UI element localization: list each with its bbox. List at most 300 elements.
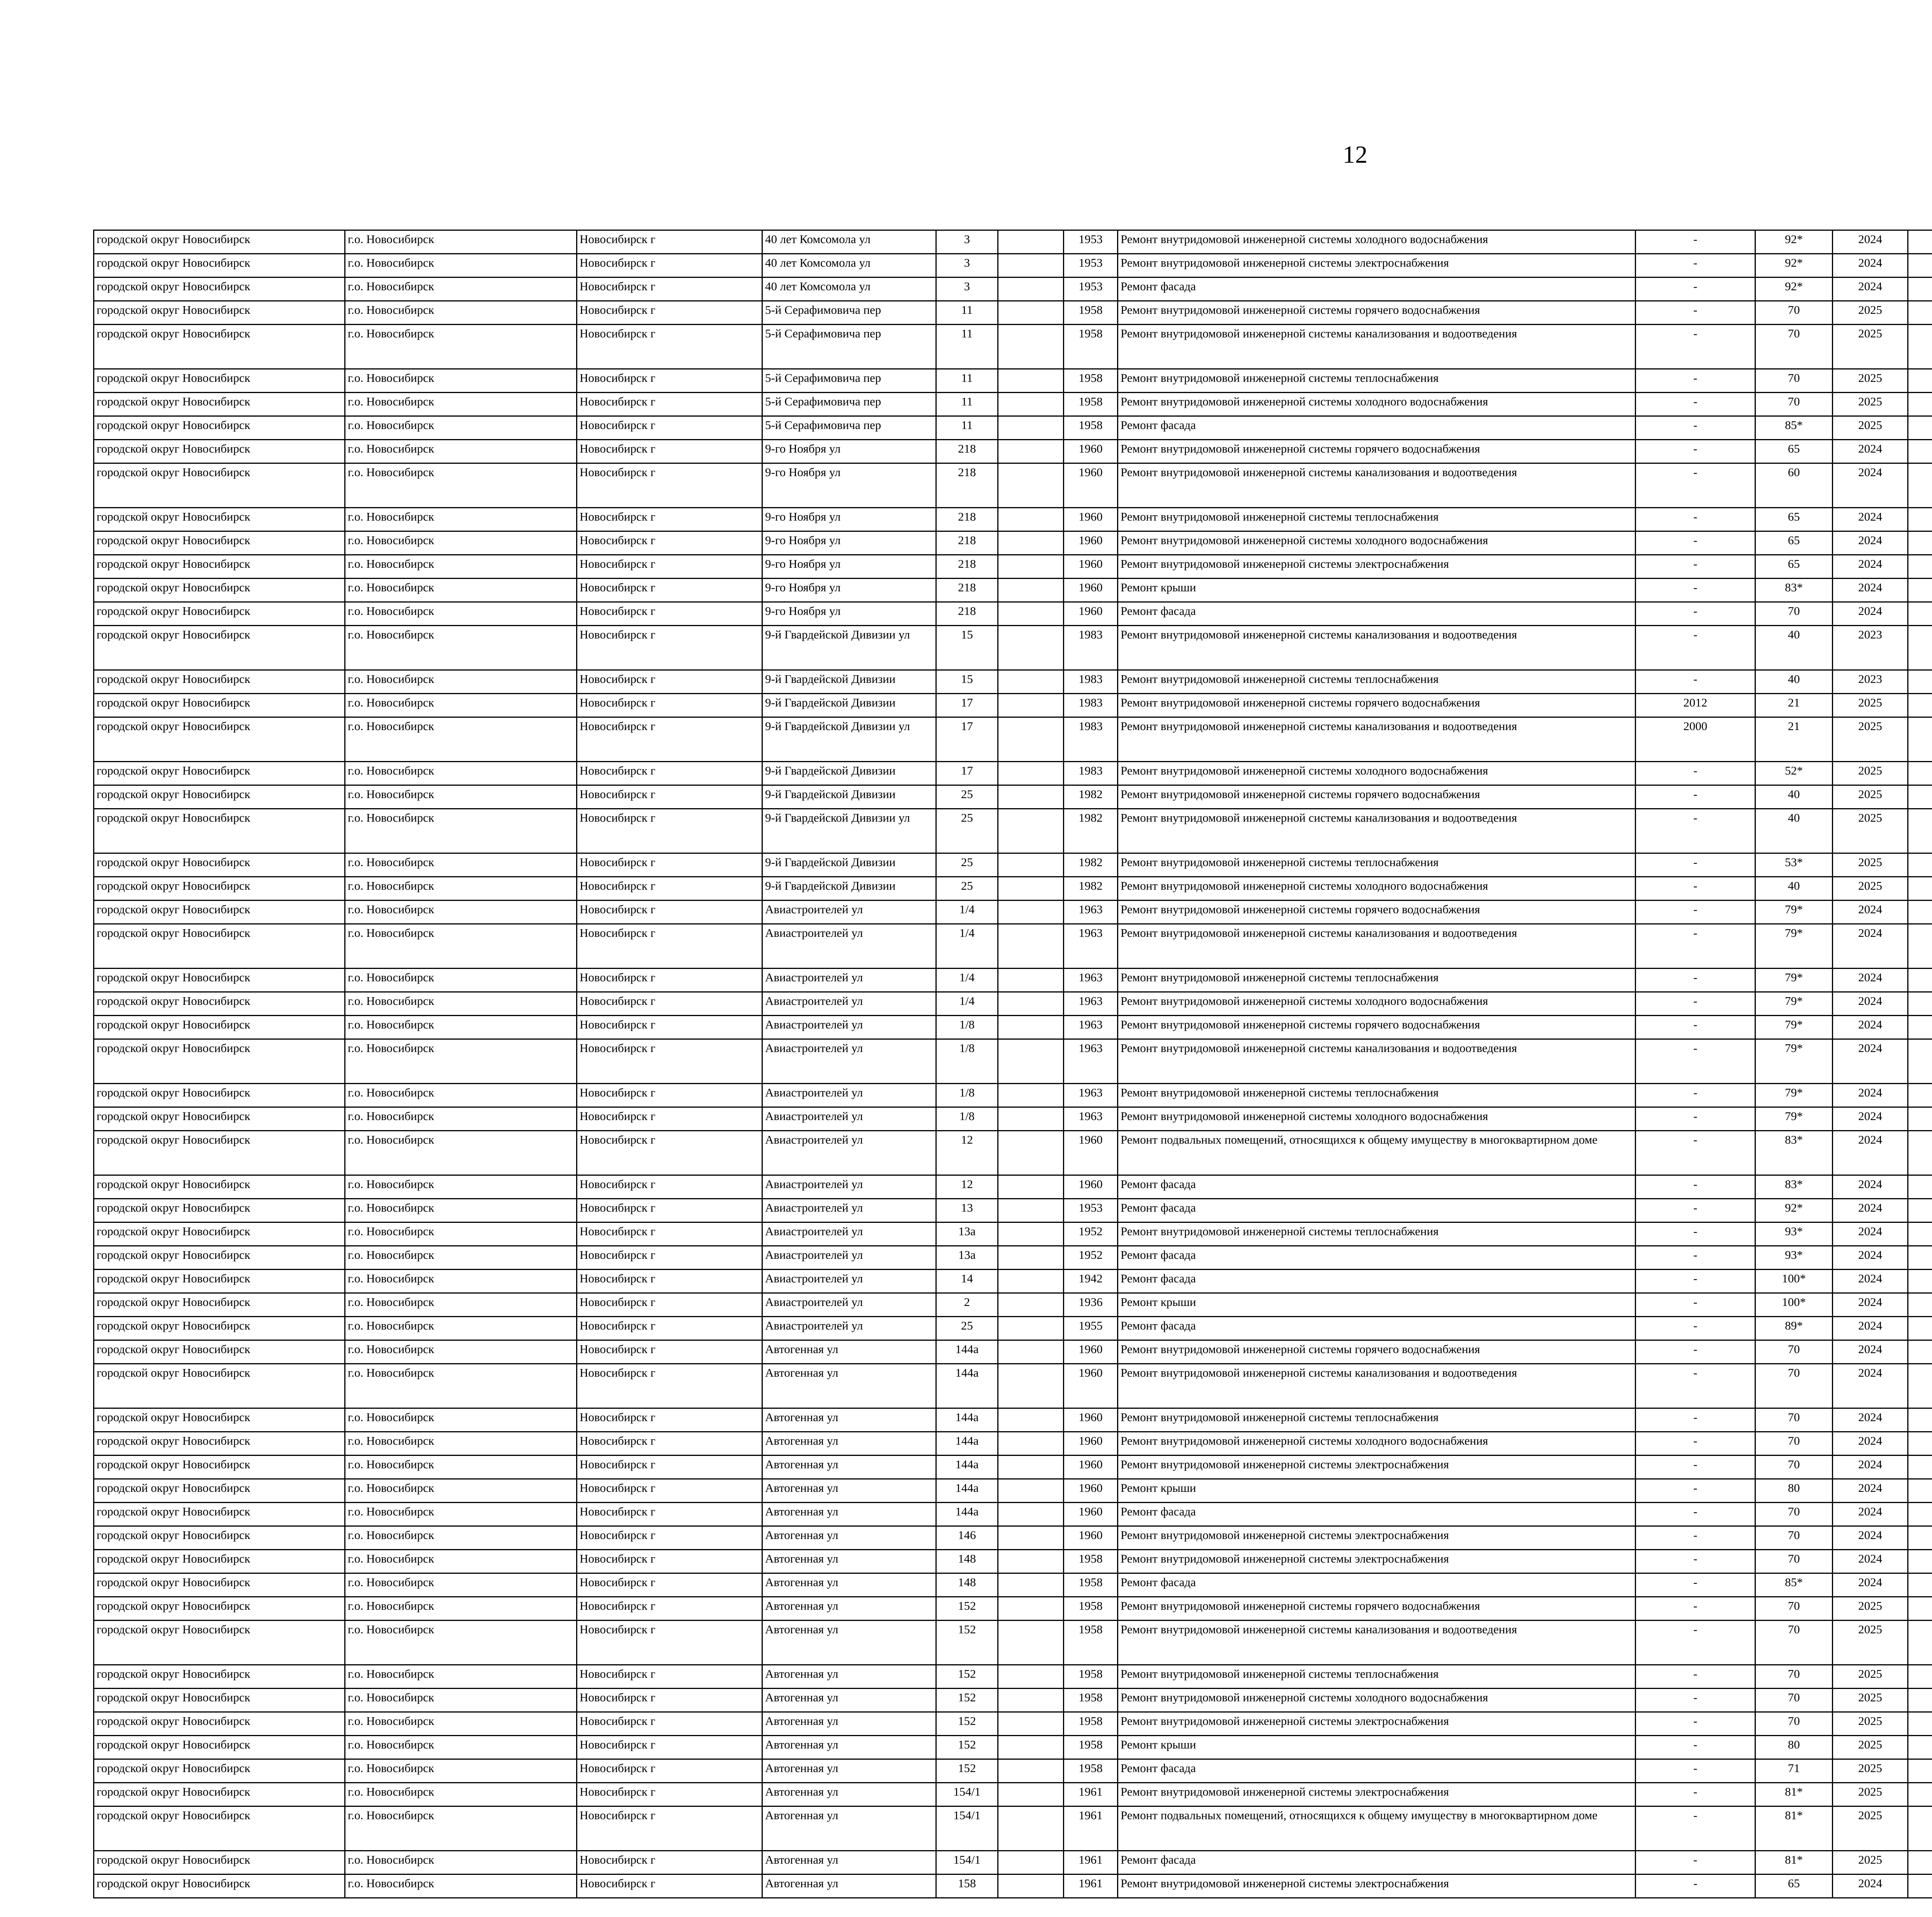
last-repair-year-cell: - (1636, 1222, 1755, 1246)
table-row (94, 301, 1932, 325)
municipality-cell: городской округ Новосибирск (94, 1432, 345, 1456)
plan-start-year-cell: 2024 (1833, 440, 1908, 463)
construction-year-cell: 1955 (1064, 1317, 1118, 1340)
construction-year-cell: 1958 (1064, 1689, 1118, 1712)
construction-year-cell: 1961 (1064, 1874, 1118, 1898)
district-cell: г.о. Новосибирск (345, 1246, 577, 1270)
locality-cell: Новосибирск г (577, 969, 762, 992)
locality-cell: Новосибирск г (577, 463, 762, 508)
house-number-cell: 11 (936, 416, 998, 440)
house-number-cell: 12 (936, 1175, 998, 1199)
work-type-cell: Ремонт внутридомовой инженерной системы электроснабжения (1118, 254, 1636, 278)
street-cell: Авиастроителей ул (762, 1107, 936, 1131)
table-row (94, 555, 1932, 579)
plan-start-year-cell: 2025 (1833, 1689, 1908, 1712)
work-type-cell: Ремонт фасада (1118, 1759, 1636, 1783)
plan-start-year-cell: 2024 (1833, 254, 1908, 278)
construction-year-cell: 1963 (1064, 1016, 1118, 1039)
plan-start-year-cell: 2025 (1833, 785, 1908, 809)
wear-percent-cell: 83* (1755, 1175, 1833, 1199)
construction-year-cell: 1958 (1064, 1597, 1118, 1621)
table-row (94, 602, 1932, 626)
locality-cell: Новосибирск г (577, 901, 762, 924)
work-type-cell: Ремонт внутридомовой инженерной системы электроснабжения (1118, 1874, 1636, 1898)
building-letter-cell (998, 1736, 1064, 1759)
table-row (94, 853, 1932, 877)
plan-start-year-cell: 2024 (1833, 1526, 1908, 1550)
district-cell: г.о. Новосибирск (345, 626, 577, 670)
last-repair-year-cell: - (1636, 924, 1755, 969)
house-number-cell: 13а (936, 1222, 998, 1246)
plan-start-year-cell: 2024 (1833, 992, 1908, 1016)
work-type-cell: Ремонт крыши (1118, 1479, 1636, 1503)
plan-end-year-cell (1908, 853, 1932, 877)
table-row (94, 1199, 1932, 1222)
house-number-cell: 144а (936, 1408, 998, 1432)
construction-year-cell: 1958 (1064, 1573, 1118, 1597)
plan-end-year-cell (1908, 626, 1932, 670)
wear-percent-cell: 21 (1755, 717, 1833, 762)
street-cell: 9-го Ноября ул (762, 463, 936, 508)
plan-end-year-cell (1908, 1621, 1932, 1665)
last-repair-year-cell: - (1636, 508, 1755, 531)
plan-end-year-cell (1908, 1573, 1932, 1597)
locality-cell: Новосибирск г (577, 1597, 762, 1621)
house-number-cell: 152 (936, 1712, 998, 1736)
wear-percent-cell: 40 (1755, 809, 1833, 853)
street-cell: 40 лет Комсомола ул (762, 230, 936, 254)
table-row (94, 924, 1932, 969)
plan-end-year-cell (1908, 1246, 1932, 1270)
last-repair-year-cell: - (1636, 301, 1755, 325)
street-cell: Автогенная ул (762, 1340, 936, 1364)
table-row (94, 1689, 1932, 1712)
work-type-cell: Ремонт внутридомовой инженерной системы горячего водоснабжения (1118, 1597, 1636, 1621)
work-type-cell: Ремонт внутридомовой инженерной системы холодного водоснабжения (1118, 393, 1636, 416)
work-type-cell: Ремонт внутридомовой инженерной системы холодного водоснабжения (1118, 1107, 1636, 1131)
house-number-cell: 154/1 (936, 1851, 998, 1874)
work-type-cell: Ремонт внутридомовой инженерной системы канализования и водоотведения (1118, 809, 1636, 853)
street-cell: Авиастроителей ул (762, 1175, 936, 1199)
construction-year-cell: 1963 (1064, 901, 1118, 924)
street-cell: Автогенная ул (762, 1851, 936, 1874)
table-row (94, 1131, 1932, 1175)
last-repair-year-cell: - (1636, 1503, 1755, 1526)
locality-cell: Новосибирск г (577, 508, 762, 531)
last-repair-year-cell: - (1636, 762, 1755, 785)
table-row (94, 440, 1932, 463)
wear-percent-cell: 70 (1755, 1621, 1833, 1665)
table-row (94, 1084, 1932, 1107)
last-repair-year-cell: - (1636, 1550, 1755, 1573)
municipality-cell: городской округ Новосибирск (94, 1874, 345, 1898)
house-number-cell: 1/4 (936, 924, 998, 969)
plan-start-year-cell: 2024 (1833, 508, 1908, 531)
street-cell: Авиастроителей ул (762, 1016, 936, 1039)
plan-end-year-cell (1908, 463, 1932, 508)
wear-percent-cell: 70 (1755, 325, 1833, 369)
plan-end-year-cell (1908, 1408, 1932, 1432)
construction-year-cell: 1958 (1064, 416, 1118, 440)
plan-end-year-cell (1908, 1503, 1932, 1526)
municipality-cell: городской округ Новосибирск (94, 1665, 345, 1689)
plan-end-year-cell (1908, 579, 1932, 602)
street-cell: 9-й Гвардейской Дивизии (762, 670, 936, 694)
wear-percent-cell: 40 (1755, 670, 1833, 694)
building-letter-cell (998, 1712, 1064, 1736)
construction-year-cell: 1960 (1064, 1479, 1118, 1503)
work-type-cell: Ремонт внутридомовой инженерной системы холодного водоснабжения (1118, 1689, 1636, 1712)
table-row (94, 1526, 1932, 1550)
locality-cell: Новосибирск г (577, 579, 762, 602)
table-row (94, 1665, 1932, 1689)
building-letter-cell (998, 555, 1064, 579)
street-cell: 9-го Ноября ул (762, 531, 936, 555)
wear-percent-cell: 70 (1755, 1550, 1833, 1573)
plan-end-year-cell (1908, 877, 1932, 901)
district-cell: г.о. Новосибирск (345, 1364, 577, 1408)
locality-cell: Новосибирск г (577, 1526, 762, 1550)
plan-end-year-cell (1908, 1665, 1932, 1689)
plan-end-year-cell (1908, 969, 1932, 992)
plan-start-year-cell: 2024 (1833, 1573, 1908, 1597)
locality-cell: Новосибирск г (577, 1550, 762, 1573)
wear-percent-cell: 52* (1755, 762, 1833, 785)
house-number-cell: 144а (936, 1503, 998, 1526)
street-cell: Автогенная ул (762, 1712, 936, 1736)
district-cell: г.о. Новосибирск (345, 992, 577, 1016)
work-type-cell: Ремонт фасада (1118, 1175, 1636, 1199)
municipality-cell: городской округ Новосибирск (94, 626, 345, 670)
wear-percent-cell: 79* (1755, 1016, 1833, 1039)
municipality-cell: городской округ Новосибирск (94, 393, 345, 416)
work-type-cell: Ремонт фасада (1118, 1270, 1636, 1293)
wear-percent-cell: 65 (1755, 555, 1833, 579)
locality-cell: Новосибирск г (577, 230, 762, 254)
district-cell: г.о. Новосибирск (345, 555, 577, 579)
district-cell: г.о. Новосибирск (345, 1806, 577, 1851)
last-repair-year-cell: - (1636, 463, 1755, 508)
street-cell: Авиастроителей ул (762, 924, 936, 969)
building-letter-cell (998, 901, 1064, 924)
house-number-cell: 3 (936, 230, 998, 254)
street-cell: Автогенная ул (762, 1806, 936, 1851)
municipality-cell: городской округ Новосибирск (94, 1175, 345, 1199)
building-letter-cell (998, 1456, 1064, 1479)
street-cell: Автогенная ул (762, 1759, 936, 1783)
last-repair-year-cell: - (1636, 1759, 1755, 1783)
work-type-cell: Ремонт фасада (1118, 1199, 1636, 1222)
building-letter-cell (998, 1851, 1064, 1874)
building-letter-cell (998, 924, 1064, 969)
work-type-cell: Ремонт внутридомовой инженерной системы канализования и водоотведения (1118, 626, 1636, 670)
plan-end-year-cell (1908, 1039, 1932, 1084)
last-repair-year-cell: 2012 (1636, 694, 1755, 717)
construction-year-cell: 1958 (1064, 1759, 1118, 1783)
locality-cell: Новосибирск г (577, 924, 762, 969)
last-repair-year-cell: - (1636, 254, 1755, 278)
construction-year-cell: 1960 (1064, 440, 1118, 463)
house-number-cell: 1/8 (936, 1016, 998, 1039)
plan-end-year-cell (1908, 602, 1932, 626)
building-letter-cell (998, 254, 1064, 278)
district-cell: г.о. Новосибирск (345, 762, 577, 785)
municipality-cell: городской округ Новосибирск (94, 1107, 345, 1131)
municipality-cell: городской округ Новосибирск (94, 1597, 345, 1621)
work-type-cell: Ремонт внутридомовой инженерной системы теплоснабжения (1118, 1222, 1636, 1246)
last-repair-year-cell: - (1636, 1736, 1755, 1759)
table-row (94, 762, 1932, 785)
wear-percent-cell: 81* (1755, 1806, 1833, 1851)
wear-percent-cell: 80 (1755, 1736, 1833, 1759)
municipality-cell: городской округ Новосибирск (94, 1246, 345, 1270)
district-cell: г.о. Новосибирск (345, 463, 577, 508)
building-letter-cell (998, 1317, 1064, 1340)
work-type-cell: Ремонт внутридомовой инженерной системы холодного водоснабжения (1118, 762, 1636, 785)
locality-cell: Новосибирск г (577, 278, 762, 301)
construction-year-cell: 1936 (1064, 1293, 1118, 1317)
building-letter-cell (998, 1573, 1064, 1597)
plan-start-year-cell: 2024 (1833, 1479, 1908, 1503)
house-number-cell: 2 (936, 1293, 998, 1317)
locality-cell: Новосибирск г (577, 1340, 762, 1364)
district-cell: г.о. Новосибирск (345, 717, 577, 762)
construction-year-cell: 1982 (1064, 853, 1118, 877)
district-cell: г.о. Новосибирск (345, 901, 577, 924)
work-type-cell: Ремонт внутридомовой инженерной системы электроснабжения (1118, 1456, 1636, 1479)
municipality-cell: городской округ Новосибирск (94, 555, 345, 579)
street-cell: 9-й Гвардейской Дивизии (762, 694, 936, 717)
work-type-cell: Ремонт внутридомовой инженерной системы горячего водоснабжения (1118, 785, 1636, 809)
construction-year-cell: 1960 (1064, 508, 1118, 531)
wear-percent-cell: 93* (1755, 1246, 1833, 1270)
street-cell: 9-й Гвардейской Дивизии (762, 785, 936, 809)
work-type-cell: Ремонт внутридомовой инженерной системы канализования и водоотведения (1118, 717, 1636, 762)
work-type-cell: Ремонт крыши (1118, 1293, 1636, 1317)
district-cell: г.о. Новосибирск (345, 1039, 577, 1084)
district-cell: г.о. Новосибирск (345, 1432, 577, 1456)
table-row (94, 508, 1932, 531)
plan-start-year-cell: 2024 (1833, 1131, 1908, 1175)
last-repair-year-cell: - (1636, 1293, 1755, 1317)
house-number-cell: 152 (936, 1597, 998, 1621)
plan-start-year-cell: 2024 (1833, 1503, 1908, 1526)
municipality-cell: городской округ Новосибирск (94, 1689, 345, 1712)
last-repair-year-cell: - (1636, 1199, 1755, 1222)
plan-start-year-cell: 2023 (1833, 670, 1908, 694)
plan-start-year-cell: 2025 (1833, 416, 1908, 440)
table-row (94, 254, 1932, 278)
municipality-cell: городской округ Новосибирск (94, 1526, 345, 1550)
building-letter-cell (998, 1408, 1064, 1432)
work-type-cell: Ремонт фасада (1118, 1317, 1636, 1340)
district-cell: г.о. Новосибирск (345, 1621, 577, 1665)
last-repair-year-cell: - (1636, 1851, 1755, 1874)
wear-percent-cell: 70 (1755, 1712, 1833, 1736)
plan-start-year-cell: 2025 (1833, 717, 1908, 762)
district-cell: г.о. Новосибирск (345, 1712, 577, 1736)
building-letter-cell (998, 877, 1064, 901)
wear-percent-cell: 70 (1755, 1526, 1833, 1550)
locality-cell: Новосибирск г (577, 785, 762, 809)
table-row (94, 369, 1932, 393)
street-cell: 5-й Серафимовича пер (762, 301, 936, 325)
last-repair-year-cell: - (1636, 1479, 1755, 1503)
table-row (94, 1712, 1932, 1736)
locality-cell: Новосибирск г (577, 626, 762, 670)
district-cell: г.о. Новосибирск (345, 393, 577, 416)
wear-percent-cell: 83* (1755, 579, 1833, 602)
street-cell: Автогенная ул (762, 1736, 936, 1759)
district-cell: г.о. Новосибирск (345, 1456, 577, 1479)
plan-end-year-cell (1908, 762, 1932, 785)
plan-start-year-cell: 2025 (1833, 1597, 1908, 1621)
house-number-cell: 11 (936, 393, 998, 416)
municipality-cell: городской округ Новосибирск (94, 1222, 345, 1246)
construction-year-cell: 1963 (1064, 992, 1118, 1016)
house-number-cell: 11 (936, 301, 998, 325)
work-type-cell: Ремонт внутридомовой инженерной системы канализования и водоотведения (1118, 325, 1636, 369)
building-letter-cell (998, 969, 1064, 992)
wear-percent-cell: 85* (1755, 1573, 1833, 1597)
street-cell: Автогенная ул (762, 1783, 936, 1806)
district-cell: г.о. Новосибирск (345, 969, 577, 992)
building-letter-cell (998, 1270, 1064, 1293)
construction-year-cell: 1953 (1064, 254, 1118, 278)
construction-year-cell: 1983 (1064, 762, 1118, 785)
district-cell: г.о. Новосибирск (345, 877, 577, 901)
house-number-cell: 218 (936, 463, 998, 508)
last-repair-year-cell: - (1636, 1783, 1755, 1806)
building-letter-cell (998, 579, 1064, 602)
municipality-cell: городской округ Новосибирск (94, 1039, 345, 1084)
street-cell: 40 лет Комсомола ул (762, 278, 936, 301)
district-cell: г.о. Новосибирск (345, 1317, 577, 1340)
construction-year-cell: 1961 (1064, 1806, 1118, 1851)
construction-year-cell: 1960 (1064, 1408, 1118, 1432)
house-number-cell: 148 (936, 1550, 998, 1573)
last-repair-year-cell: - (1636, 416, 1755, 440)
plan-end-year-cell (1908, 369, 1932, 393)
street-cell: Авиастроителей ул (762, 1131, 936, 1175)
municipality-cell: городской округ Новосибирск (94, 1317, 345, 1340)
plan-start-year-cell: 2024 (1833, 1016, 1908, 1039)
plan-end-year-cell (1908, 924, 1932, 969)
street-cell: 9-й Гвардейской Дивизии (762, 853, 936, 877)
house-number-cell: 13а (936, 1246, 998, 1270)
plan-start-year-cell: 2024 (1833, 1317, 1908, 1340)
plan-end-year-cell (1908, 440, 1932, 463)
locality-cell: Новосибирск г (577, 1293, 762, 1317)
table-row (94, 463, 1932, 508)
district-cell: г.о. Новосибирск (345, 1107, 577, 1131)
municipality-cell: городской округ Новосибирск (94, 809, 345, 853)
street-cell: Автогенная ул (762, 1408, 936, 1432)
district-cell: г.о. Новосибирск (345, 1175, 577, 1199)
street-cell: 9-й Гвардейской Дивизии ул (762, 809, 936, 853)
district-cell: г.о. Новосибирск (345, 1874, 577, 1898)
house-number-cell: 218 (936, 440, 998, 463)
plan-start-year-cell: 2024 (1833, 1246, 1908, 1270)
plan-end-year-cell (1908, 1084, 1932, 1107)
street-cell: 9-й Гвардейской Дивизии (762, 877, 936, 901)
construction-year-cell: 1983 (1064, 694, 1118, 717)
plan-end-year-cell (1908, 670, 1932, 694)
building-letter-cell (998, 717, 1064, 762)
district-cell: г.о. Новосибирск (345, 694, 577, 717)
district-cell: г.о. Новосибирск (345, 1199, 577, 1222)
house-number-cell: 146 (936, 1526, 998, 1550)
building-letter-cell (998, 602, 1064, 626)
municipality-cell: городской округ Новосибирск (94, 254, 345, 278)
work-type-cell: Ремонт крыши (1118, 1736, 1636, 1759)
wear-percent-cell: 92* (1755, 278, 1833, 301)
house-number-cell: 144а (936, 1479, 998, 1503)
building-letter-cell (998, 1293, 1064, 1317)
plan-start-year-cell: 2024 (1833, 1550, 1908, 1573)
table-row (94, 1364, 1932, 1408)
street-cell: Автогенная ул (762, 1689, 936, 1712)
building-letter-cell (998, 626, 1064, 670)
plan-end-year-cell (1908, 1270, 1932, 1293)
house-number-cell: 12 (936, 1131, 998, 1175)
last-repair-year-cell: - (1636, 1621, 1755, 1665)
plan-start-year-cell: 2025 (1833, 1712, 1908, 1736)
locality-cell: Новосибирск г (577, 694, 762, 717)
table-row (94, 670, 1932, 694)
district-cell: г.о. Новосибирск (345, 1131, 577, 1175)
construction-year-cell: 1963 (1064, 969, 1118, 992)
locality-cell: Новосибирск г (577, 1107, 762, 1131)
table-row (94, 1851, 1932, 1874)
wear-percent-cell: 79* (1755, 901, 1833, 924)
table-row (94, 626, 1932, 670)
district-cell: г.о. Новосибирск (345, 1408, 577, 1432)
plan-end-year-cell (1908, 1806, 1932, 1851)
plan-end-year-cell (1908, 1175, 1932, 1199)
plan-start-year-cell: 2024 (1833, 1293, 1908, 1317)
street-cell: Автогенная ул (762, 1456, 936, 1479)
street-cell: 5-й Серафимовича пер (762, 369, 936, 393)
house-number-cell: 148 (936, 1573, 998, 1597)
wear-percent-cell: 70 (1755, 369, 1833, 393)
street-cell: 9-й Гвардейской Дивизии (762, 762, 936, 785)
building-letter-cell (998, 1084, 1064, 1107)
construction-year-cell: 1960 (1064, 1432, 1118, 1456)
last-repair-year-cell: - (1636, 670, 1755, 694)
district-cell: г.о. Новосибирск (345, 1851, 577, 1874)
locality-cell: Новосибирск г (577, 762, 762, 785)
house-number-cell: 158 (936, 1874, 998, 1898)
house-number-cell: 1/4 (936, 901, 998, 924)
wear-percent-cell: 70 (1755, 1665, 1833, 1689)
municipality-cell: городской округ Новосибирск (94, 1408, 345, 1432)
wear-percent-cell: 65 (1755, 440, 1833, 463)
building-letter-cell (998, 1806, 1064, 1851)
municipality-cell: городской округ Новосибирск (94, 717, 345, 762)
last-repair-year-cell: - (1636, 230, 1755, 254)
last-repair-year-cell: - (1636, 1270, 1755, 1293)
table-row (94, 877, 1932, 901)
construction-year-cell: 1960 (1064, 1364, 1118, 1408)
district-cell: г.о. Новосибирск (345, 325, 577, 369)
plan-end-year-cell (1908, 1851, 1932, 1874)
municipality-cell: городской округ Новосибирск (94, 369, 345, 393)
plan-end-year-cell (1908, 1874, 1932, 1898)
street-cell: Авиастроителей ул (762, 1246, 936, 1270)
locality-cell: Новосибирск г (577, 1246, 762, 1270)
table-row (94, 230, 1932, 254)
